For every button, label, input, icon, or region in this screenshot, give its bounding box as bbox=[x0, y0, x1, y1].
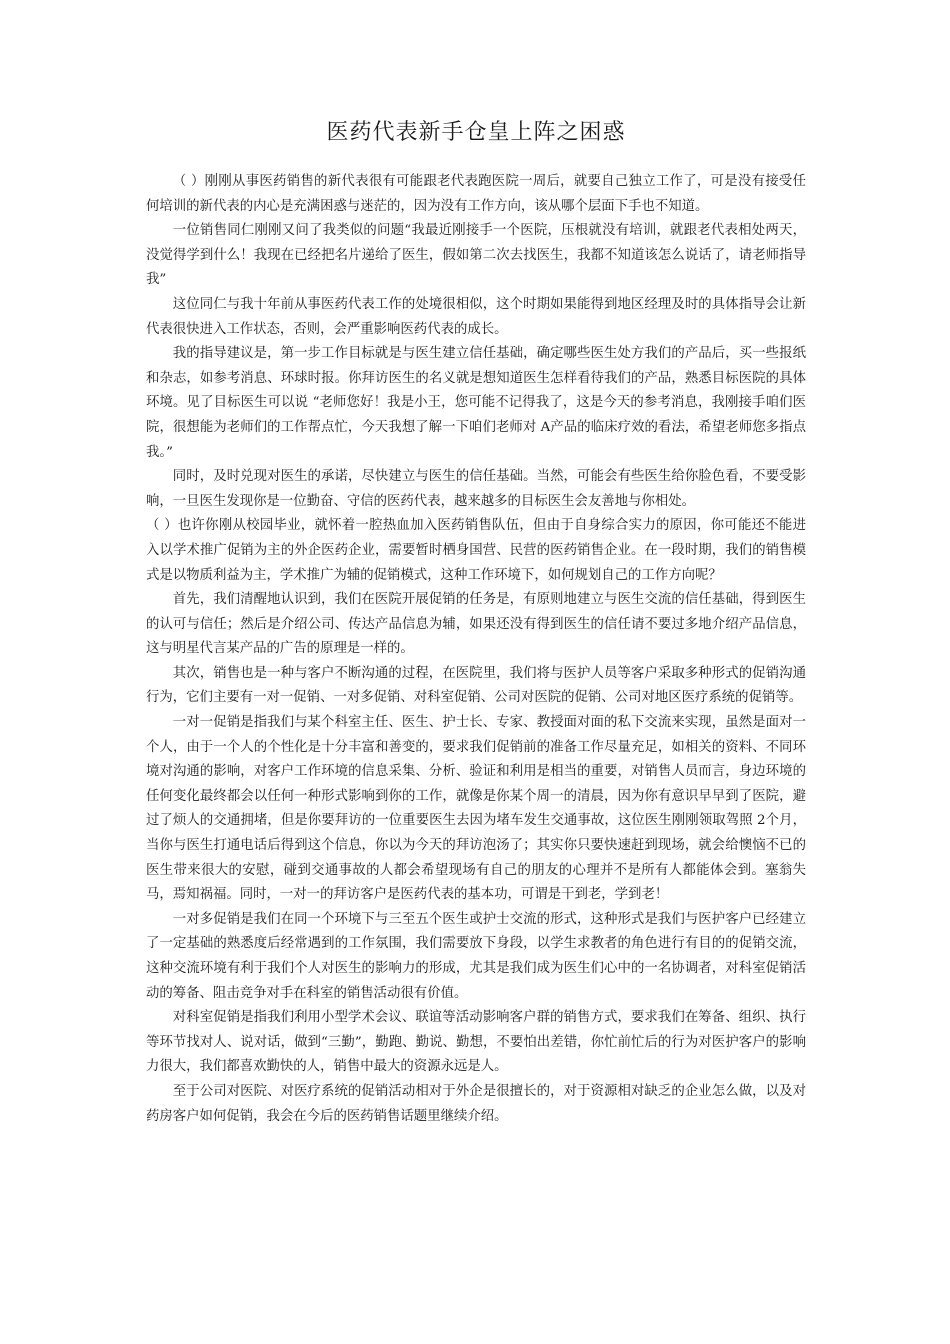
document-page bbox=[146, 118, 806, 1129]
paragraph-8: 其次，销售也是一种与客户不断沟通的过程，在医院里，我们将与医护人员等客户采取多种形式的促销沟通行为，它们主要有一对一促销、一对多促销、对科室促销、公司对医院的促销、公司对地区医疗系统的促销等。 bbox=[146, 665, 806, 706]
paragraph-7: 首先，我们清醒地认识到，我们在医院开展促销的任务是，有原则地建立与医生交流的信任基础，得到医生的认可与信任；然后是介绍公司、传达产品信息为辅，如果还没有得到医生的信任请不要过多地介绍产品信息，这与明星代言某产品的广告的原理是一样的。 bbox=[146, 592, 806, 657]
paragraph-1: （ ）刚刚从事医药销售的新代表很有可能跟老代表跑医院一周后，就要自己独立工作了，可是没有接受任何培训的新代表的内心是充满困惑与迷茫的，因为没有工作方向，该从哪个层面下手也不知道。 bbox=[146, 174, 806, 214]
paragraph-2: 一位销售同仁刚刚又问了我类似的问题“我最近刚接手一个医院，压根就没有培训，就跟老代表相处两天，没觉得学到什么！我现在已经把名片递给了医生，假如第二次去找医生，我都不知道该怎么说话了，请老师指导我” bbox=[146, 223, 806, 288]
paragraph-9: 一对一促销是指我们与某个科室主任、医生、护士长、专家、教授面对面的私下交流来实现，虽然是面对一个人，由于一个人的个性化是十分丰富和善变的，要求我们促销前的准备工作尽量充足，如相关的资料、不同环境对沟通的影响，对客户工作环境的信息采集、分析、验证和利用是相当的重要，对销售人员而言，身边环境的任何变化最终都会以任何一种形式影响到你的工作，就像是你某个周一的清晨，因为你有意识早早到了医院，避过了烦人的交通拥堵，但是你要拜访的一位重要医生去因为堵车发生交通事故，这位医生刚刚领取驾照 2个月，当你与医生打通电话后得到这个信息，你以为今天的拜访泡汤了；其实你只要快速赶到现场，就会给懊恼不已的医生带来很大的安慰，碰到交通事故的人都会希望现场有自己的朋友的心理并不是所有人都能体会到。塞翁失马，焉知祸福。同时，一对一的拜访客户是医药代表的基本功，可谓是干到老，学到老！ bbox=[146, 715, 806, 903]
paragraph-6: （ ）也许你刚从校园毕业，就怀着一腔热血加入医药销售队伍，但由于自身综合实力的原因，你可能还不能进入以学术推广促销为主的外企医药企业，需要暂时栖身国营、民营的医药销售企业。在一段时期，我们的销售模式是以物质利益为主，学术推广为辅的促销模式，这种工作环境下，如何规划自己的工作方向呢？ bbox=[146, 518, 806, 583]
paragraph-11: 对科室促销是指我们利用小型学术会议、联谊等活动影响客户群的销售方式，要求我们在筹备、组织、执行等环节找对人、说对话，做到“三勤”，勤跑、勤说、勤想，不要怕出差错，你忙前忙后的行为对医护客户的影响力很大，我们都喜欢勤快的人，销售中最大的资源永远是人。 bbox=[146, 1010, 806, 1075]
paragraph-12: 至于公司对医院、对医疗系统的促销活动相对于外企是很擅长的，对于资源相对缺乏的企业怎么做，以及对药房客户如何促销，我会在今后的医药销售话题里继续介绍。 bbox=[146, 1083, 806, 1124]
paragraph-5: 同时，及时兑现对医生的承诺，尽快建立与医生的信任基础。当然，可能会有些医生给你脸色看，不要受影响，一旦医生发现你是一位勤奋、守信的医药代表，越来越多的目标医生会友善地与你相处。 bbox=[146, 469, 806, 509]
paragraph-3: 这位同仁与我十年前从事医药代表工作的处境很相似，这个时期如果能得到地区经理及时的具体指导会让新代表很快进入工作状态，否则，会严重影响医药代表的成长。 bbox=[146, 296, 806, 337]
paragraph-4: 我的指导建议是，第一步工作目标就是与医生建立信任基础，确定哪些医生处方我们的产品后，买一些报纸和杂志，如参考消息、环球时报。你拜访医生的名义就是想知道医生怎样看待我们的产品，熟悉目标医院的具体环境。见了目标医生可以说 “老师您好！我是小王，您可能不记得我了，这是今天的参考消息，我刚接手咱们医院，很想能为老师们的工作帮点忙，今天我想了解一下咱们老师对 A产品的临床疗效的看法，希望老师您多指点我。” bbox=[146, 346, 806, 460]
document-body bbox=[146, 170, 806, 1129]
document-title: 医药代表新手仓皇上阵之困惑 bbox=[326, 120, 626, 145]
paragraph-10: 一对多促销是我们在同一个环境下与三至五个医生或护士交流的形式，这种形式是我们与医护客户已经建立了一定基础的熟悉度后经常遇到的工作氛围，我们需要放下身段，以学生求教者的角色进行有目的的促销交流，这种交流环境有利于我们个人对医生的影响力的形成，尤其是我们成为医生们心中的一名协调者，对科室促销活动的筹备、阻击竞争对手在科室的销售活动很有价值。 bbox=[146, 911, 806, 1001]
